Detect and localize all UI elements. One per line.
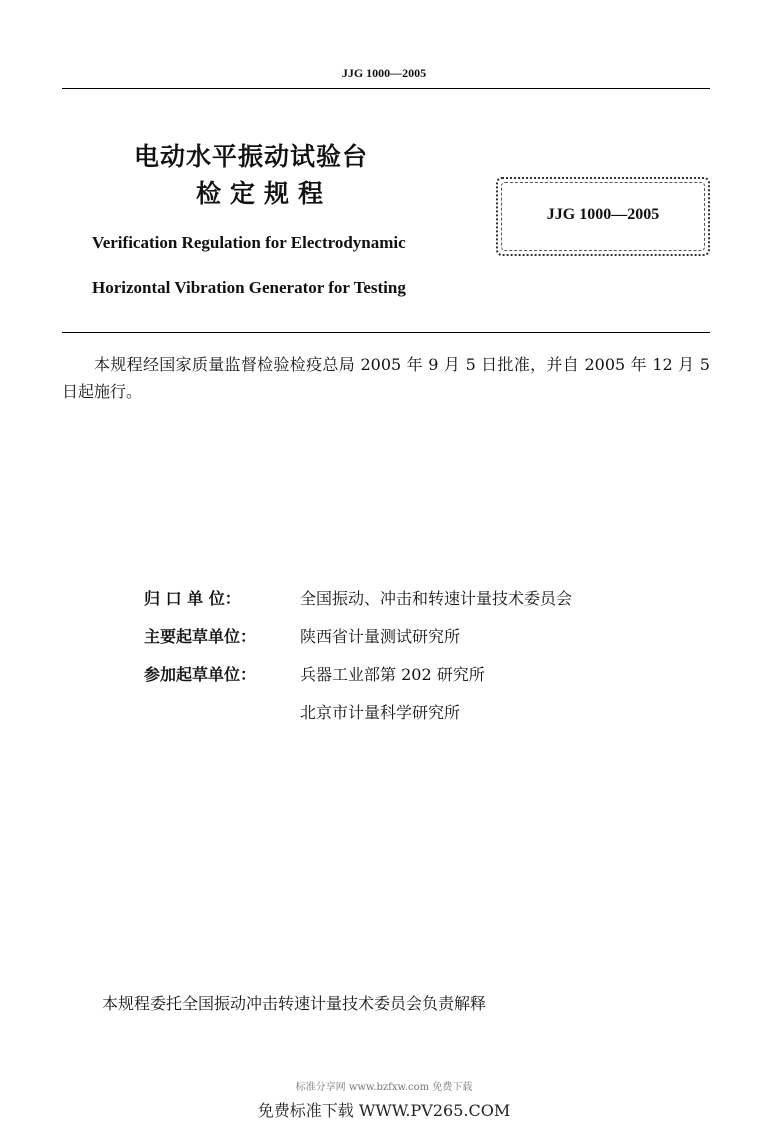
unit-label: 主要起草单位： — [144, 627, 257, 646]
header-standard-code: JJG 1000—2005 — [341, 66, 427, 80]
standard-code-box — [496, 177, 710, 256]
unit-label: 参加起草单位： — [144, 665, 257, 684]
unit-value: 兵器工业部第 202 研究所 — [300, 665, 485, 684]
unit-value: 北京市计量科学研究所 — [300, 703, 461, 722]
title-chinese-line2: 检定规程 — [196, 179, 333, 208]
interpretation-note: 本规程委托全国振动冲击转速计量技术委员会负责解释 — [102, 994, 487, 1013]
title-english-line2: Horizontal Vibration Generator for Testing — [92, 278, 406, 297]
approval-statement: 本规程经国家质量监督检验检疫总局 2005 年 9 月 5 日批准，并自 2005 年 12 月 5 日起施行。 — [62, 355, 710, 401]
watermark-line2: 免费标准下载 WWW.PV265.COM — [257, 1101, 511, 1120]
unit-label: 归 口 单 位： — [144, 589, 241, 608]
header-rule — [62, 88, 710, 89]
watermark-line1: 标准分享网 www.bzfxw.com 免费下载 — [295, 1082, 473, 1093]
title-rule — [62, 332, 710, 333]
unit-value: 全国振动、冲击和转速计量技术委员会 — [300, 589, 573, 608]
unit-value: 陕西省计量测试研究所 — [300, 627, 461, 646]
title-english-line1: Verification Regulation for Electrodynamic — [92, 233, 406, 252]
title-chinese-line1: 电动水平振动试验台 — [134, 142, 369, 171]
standard-code-box-text: JJG 1000—2005 — [546, 206, 660, 223]
